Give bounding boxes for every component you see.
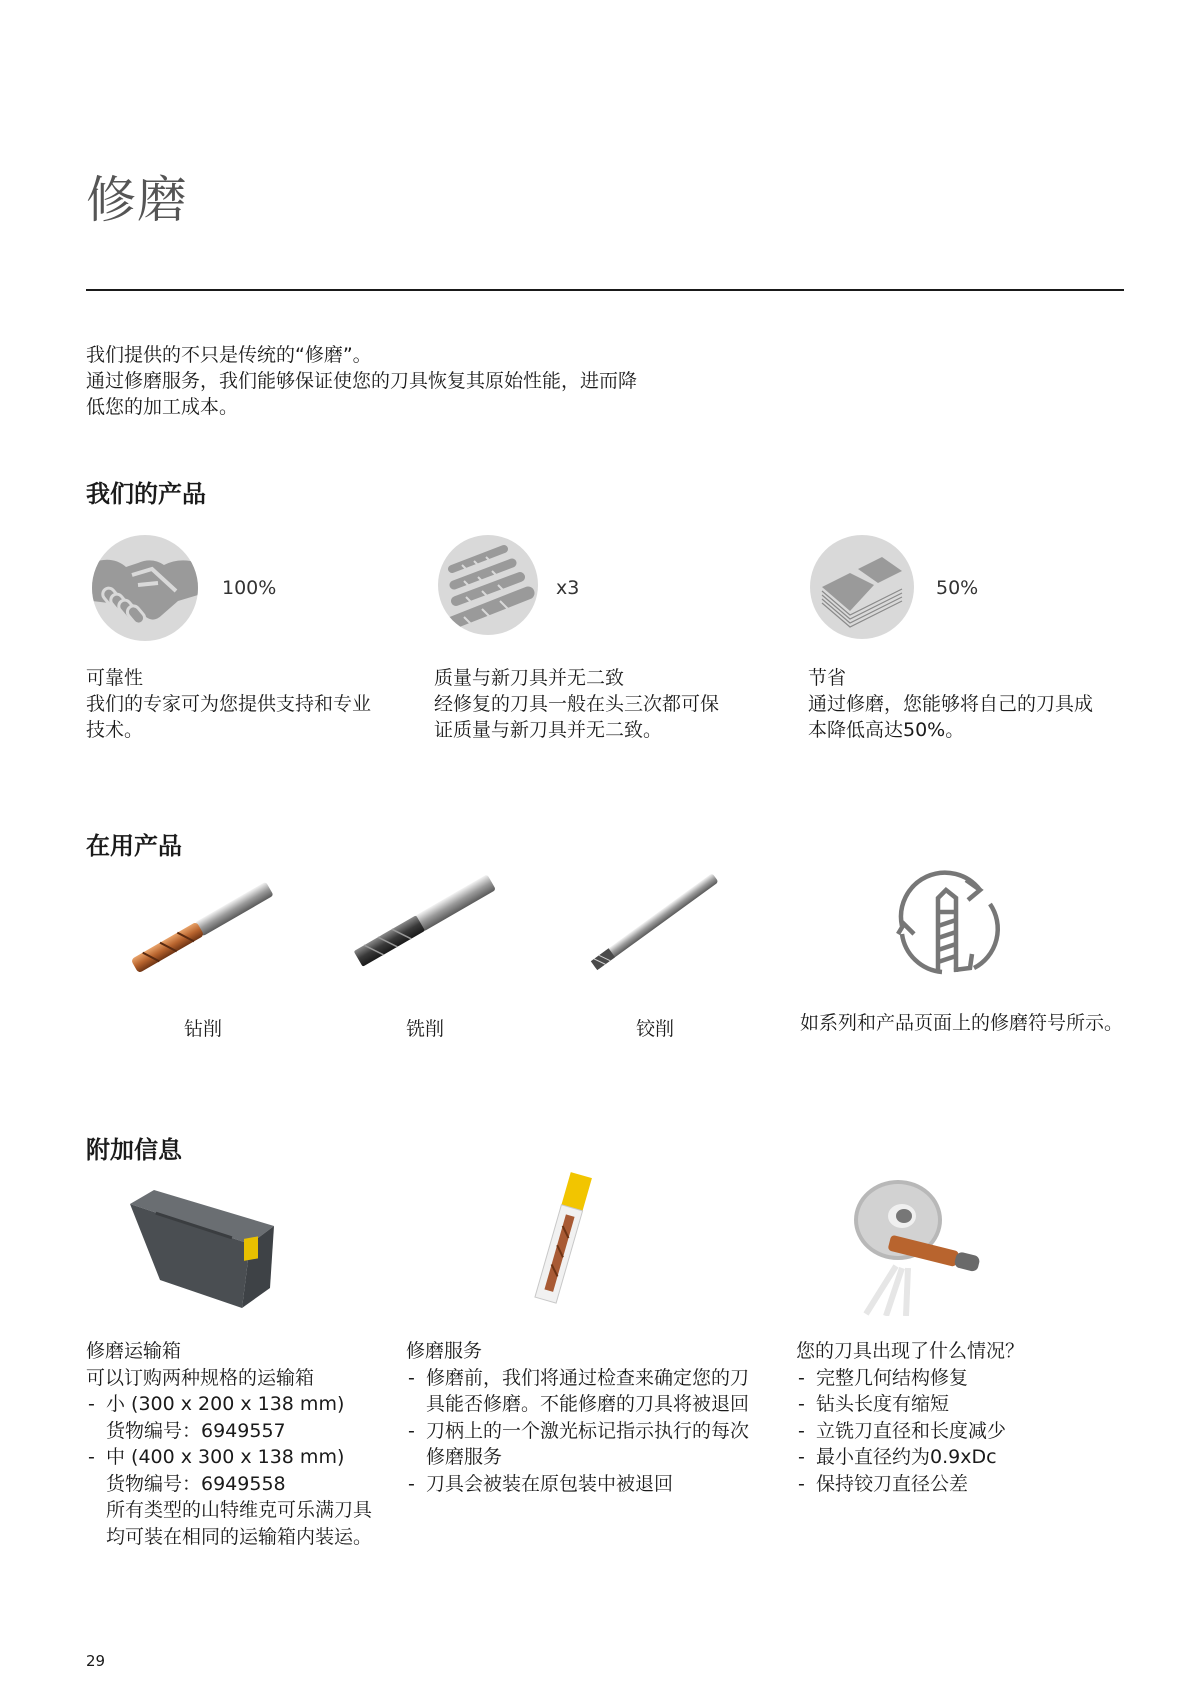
list-item: - 最小直径约为0.9xDc [796,1444,1126,1471]
grinding-wheel-image [846,1176,996,1316]
benefit-desc-line: 我们的专家可为您提供支持和专业 [86,693,372,715]
benefit-desc-line: 通过修磨，您能够将自己的刀具成 [808,693,1094,715]
info-title: 修磨运输箱 [86,1340,182,1362]
info-column-shipping-box [86,1338,406,1550]
list-item: - 刀具会被装在原包装中被退回 [406,1471,786,1498]
info-column-tool-changes [796,1338,1126,1497]
benefit-title: 节省 [808,667,847,689]
list-item: - 立铣刀直径和长度减少 [796,1418,1126,1445]
drills-icon [438,535,538,635]
tool-label-reaming: 铰削 [635,1018,674,1040]
regrind-symbol-icon [884,868,1008,982]
shipping-box-image [124,1184,284,1308]
page-number: 29 [86,1652,106,1670]
benefit-desc-line: 经修复的刀具一般在头三次都可保 [434,693,720,715]
benefit-reliability [86,535,412,741]
list-item: - 中 (400 x 300 x 138 mm) [86,1444,406,1471]
end-mill-image [344,866,514,976]
benefit-stat: x3 [556,577,580,599]
list-item: - 刀柄上的一个激光标记指示执行的每次 [406,1418,786,1445]
page-title: 修磨 [86,171,188,229]
benefit-quality [434,535,758,741]
packaged-drill-image [510,1166,610,1326]
intro-line: 我们提供的不只是传统的“修磨”。 [86,344,372,366]
title-divider [86,289,1124,291]
benefit-title: 质量与新刀具并无二致 [434,667,625,689]
intro-line: 通过修磨服务，我们能够保证使您的刀具恢复其原始性能，进而降 [86,370,638,392]
intro-line: 低您的加工成本。 [86,396,239,418]
list-item: - 钻头长度有缩短 [796,1391,1126,1418]
list-item: - 保持铰刀直径公差 [796,1471,1126,1498]
benefit-stat: 100% [222,577,277,599]
section-heading-additional: 附加信息 [86,1136,182,1164]
info-title: 您的刀具出现了什么情况？ [796,1340,1025,1362]
tool-label-drilling: 钻削 [183,1018,222,1040]
list-item: - 修磨前，我们将通过检查来确定您的刀 [406,1365,786,1392]
money-stack-icon [810,535,914,639]
list-item-continuation: 货物编号：6949557 [106,1419,286,1442]
benefit-desc-line: 技术。 [86,719,144,741]
list-item-continuation: 具能否修磨。不能修磨的刀具将被退回 [426,1393,750,1415]
benefit-stat: 50% [936,577,979,599]
benefit-desc-line: 证质量与新刀具并无二致。 [434,719,663,741]
benefit-savings [808,535,1130,741]
intro-paragraph [86,342,706,420]
list-item-continuation: 均可装在相同的运输箱内装运。 [106,1525,373,1548]
handshake-icon [92,535,198,641]
benefit-desc-line: 本降低高达50%。 [808,719,965,741]
list-item-continuation: 所有类型的山特维克可乐满刀具 [106,1499,373,1521]
regrind-symbol-caption: 如系列和产品页面上的修磨符号所示。 [800,1012,1124,1034]
list-item: - 小 (300 x 200 x 138 mm) [86,1391,406,1418]
benefit-title: 可靠性 [86,667,144,689]
list-item-continuation: 货物编号：6949558 [106,1472,286,1495]
list-item: - 完整几何结构修复 [796,1365,1126,1392]
tool-label-milling: 铣削 [405,1018,444,1040]
info-intro: 可以订购两种规格的运输箱 [86,1366,315,1389]
list-item-continuation: 修磨服务 [426,1446,503,1468]
reamer-image [580,862,750,972]
info-column-regrind-service [406,1338,786,1497]
drill-image [118,872,288,982]
info-title: 修磨服务 [406,1340,483,1362]
section-heading-products: 我们的产品 [86,480,206,508]
section-heading-in-use: 在用产品 [86,832,182,860]
